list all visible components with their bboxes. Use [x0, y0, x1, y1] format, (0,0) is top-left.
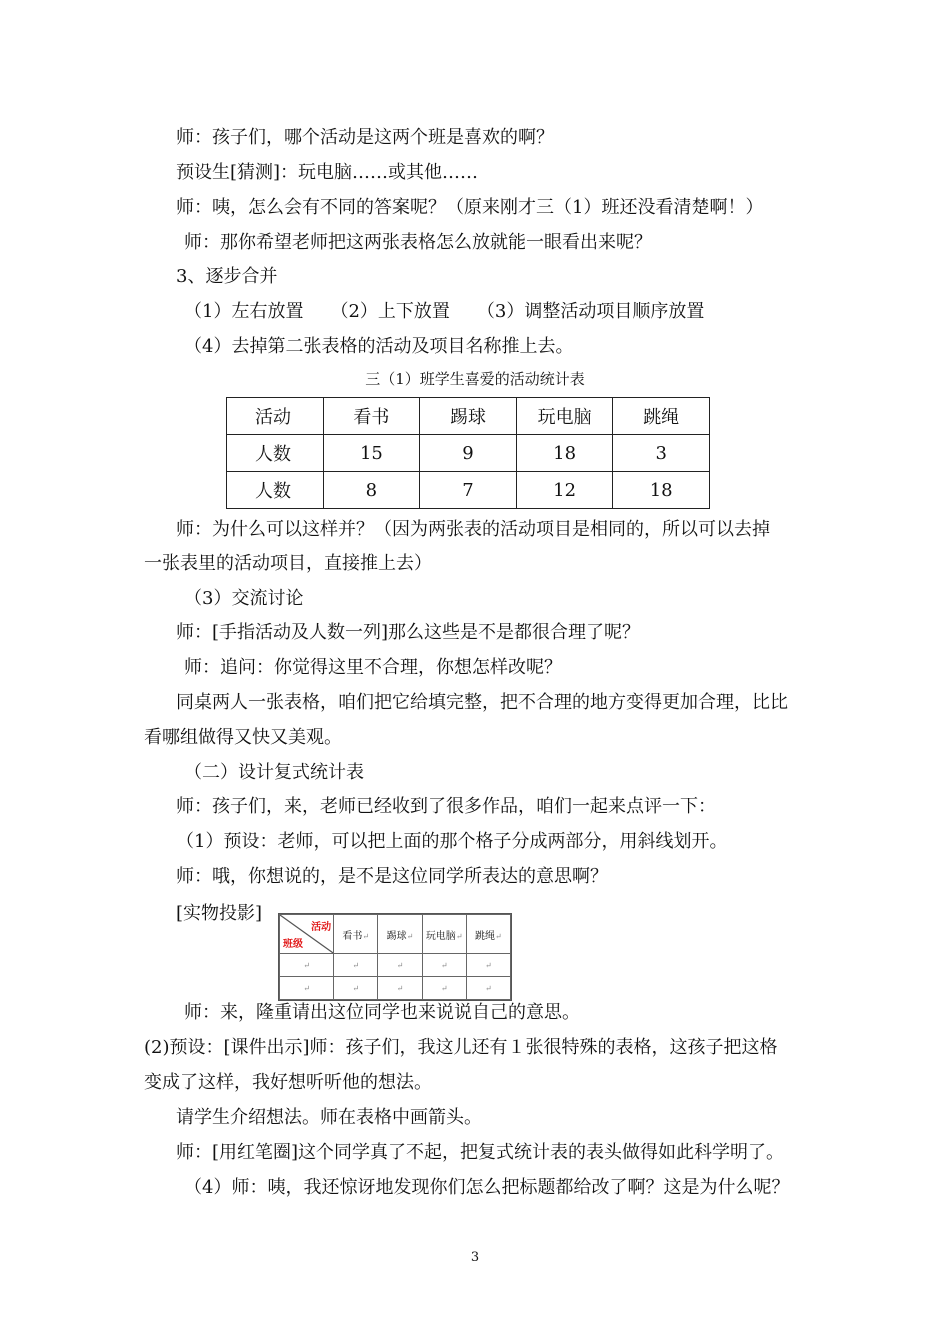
page-number: 3	[470, 1250, 480, 1265]
table-cell: 人数	[227, 472, 324, 509]
paragraph-mark: ↵	[440, 983, 448, 993]
table-cell: 3	[613, 435, 710, 472]
paragraph-mark: ↵	[303, 983, 310, 993]
table-row	[227, 472, 710, 509]
text-line: 变成了这样，我好想听听他的想法。	[144, 1072, 432, 1093]
table-cell: 人数	[227, 435, 324, 472]
section-heading: （3）交流讨论	[184, 588, 304, 609]
table-cell	[334, 977, 378, 1000]
paragraph-mark: ↵	[362, 931, 370, 941]
section-heading: （二）设计复式统计表	[184, 762, 364, 783]
table-cell: 15	[323, 435, 420, 472]
paragraph-mark: ↵	[396, 983, 404, 993]
table-cell: 8	[323, 472, 420, 509]
text-line: 师：[用红笔圈]这个同学真了不起，把复式统计表的表头做得如此科学明了。	[176, 1142, 785, 1163]
table-cell	[466, 954, 510, 977]
paragraph-mark: ↵	[396, 960, 404, 970]
paragraph-mark: ↵	[303, 960, 310, 970]
text-line: （1）左右放置 （2）上下放置 （3）调整活动项目顺序放置	[184, 301, 705, 322]
paragraph-mark: ↵	[485, 960, 492, 970]
table-cell	[280, 977, 334, 1000]
table-cell: 玩电脑	[516, 398, 613, 435]
text-line: [实物投影]	[176, 903, 263, 924]
text-line: （4）师：咦，我还惊讶地发现你们怎么把标题都给改了啊？这是为什么呢？	[184, 1177, 790, 1198]
table-cell	[334, 954, 378, 977]
text-line: 师：咦，怎么会有不同的答案呢？（原来刚才三（1）班还没看清楚啊！）	[176, 197, 764, 218]
table-caption: 三（1）班学生喜爱的活动统计表	[365, 370, 585, 388]
paragraph-mark: ↵	[455, 931, 463, 941]
table-cell	[378, 915, 422, 954]
section-heading: 3、逐步合并	[176, 266, 278, 287]
paragraph-mark: ↵	[406, 931, 414, 941]
text-line: 看哪组做得又快又美观。	[144, 727, 342, 748]
table-cell	[422, 915, 466, 954]
table-cell	[466, 977, 510, 1000]
text-line: 一张表里的活动项目，直接推上去）	[144, 553, 432, 574]
column-label: 踢球	[386, 930, 407, 942]
text-line: 师：孩子们，来，老师已经收到了很多作品，咱们一起来点评一下：	[176, 796, 716, 817]
table-row	[227, 398, 710, 435]
table-cell	[280, 954, 334, 977]
text-line: 师：哦，你想说的，是不是这位同学所表达的意思啊？	[176, 866, 608, 887]
table-cell	[422, 977, 466, 1000]
table-cell: 活动	[227, 398, 324, 435]
table-cell	[378, 977, 422, 1000]
column-label: 看书	[342, 930, 363, 942]
table-cell	[422, 954, 466, 977]
table-cell: 9	[420, 435, 517, 472]
table-cell: 跳绳	[613, 398, 710, 435]
text-line: 请学生介绍想法。师在表格中画箭头。	[176, 1107, 482, 1128]
projected-table-image	[278, 913, 512, 1001]
table-row	[227, 435, 710, 472]
paragraph-mark: ↵	[352, 983, 360, 993]
text-line: （1）预设：老师，可以把上面的那个格子分成两部分，用斜线划开。	[176, 831, 728, 852]
text-line: （4）去掉第二张表格的活动及项目名称推上去。	[184, 336, 574, 357]
paragraph-mark: ↵	[440, 960, 448, 970]
paragraph-mark: ↵	[495, 931, 502, 941]
header-class-label: 班级	[283, 939, 303, 950]
paragraph-mark: ↵	[352, 960, 360, 970]
table-cell: 看书	[323, 398, 420, 435]
text-line: (2)预设：[课件出示]师：孩子们，我这儿还有１张很特殊的表格，这孩子把这格	[144, 1037, 778, 1058]
text-line: 师：追问：你觉得这里不合理，你想怎样改呢？	[184, 657, 562, 678]
diagonal-header-cell	[280, 915, 334, 954]
text-line: 师：为什么可以这样并？（因为两张表的活动项目是相同的，所以可以去掉	[176, 519, 770, 540]
table-cell: 18	[613, 472, 710, 509]
table-cell: 7	[420, 472, 517, 509]
table-cell	[334, 915, 378, 954]
paragraph-mark: ↵	[485, 983, 492, 993]
table-cell: 踢球	[420, 398, 517, 435]
text-line: 预设生[猜测]：玩电脑……或其他……	[176, 162, 479, 183]
table-cell: 12	[516, 472, 613, 509]
text-line: 同桌两人一张表格，咱们把它给填完整，把不合理的地方变得更加合理，比比	[176, 692, 788, 713]
table-cell	[466, 915, 510, 954]
column-label: 玩电脑	[425, 930, 456, 942]
header-activity-label: 活动	[311, 922, 332, 933]
text-line: 师：来，隆重请出这位同学也来说说自己的意思。	[184, 1002, 580, 1023]
text-line: 师：那你希望老师把这两张表格怎么放就能一眼看出来呢？	[184, 232, 652, 253]
table-cell: 18	[516, 435, 613, 472]
text-line: 师：孩子们，哪个活动是这两个班是喜欢的啊？	[176, 127, 554, 148]
activity-stats-table	[226, 397, 710, 509]
column-label: 跳绳	[475, 930, 496, 942]
table-cell	[378, 954, 422, 977]
text-line: 师：[手指活动及人数一列]那么这些是不是都很合理了呢？	[176, 622, 641, 643]
